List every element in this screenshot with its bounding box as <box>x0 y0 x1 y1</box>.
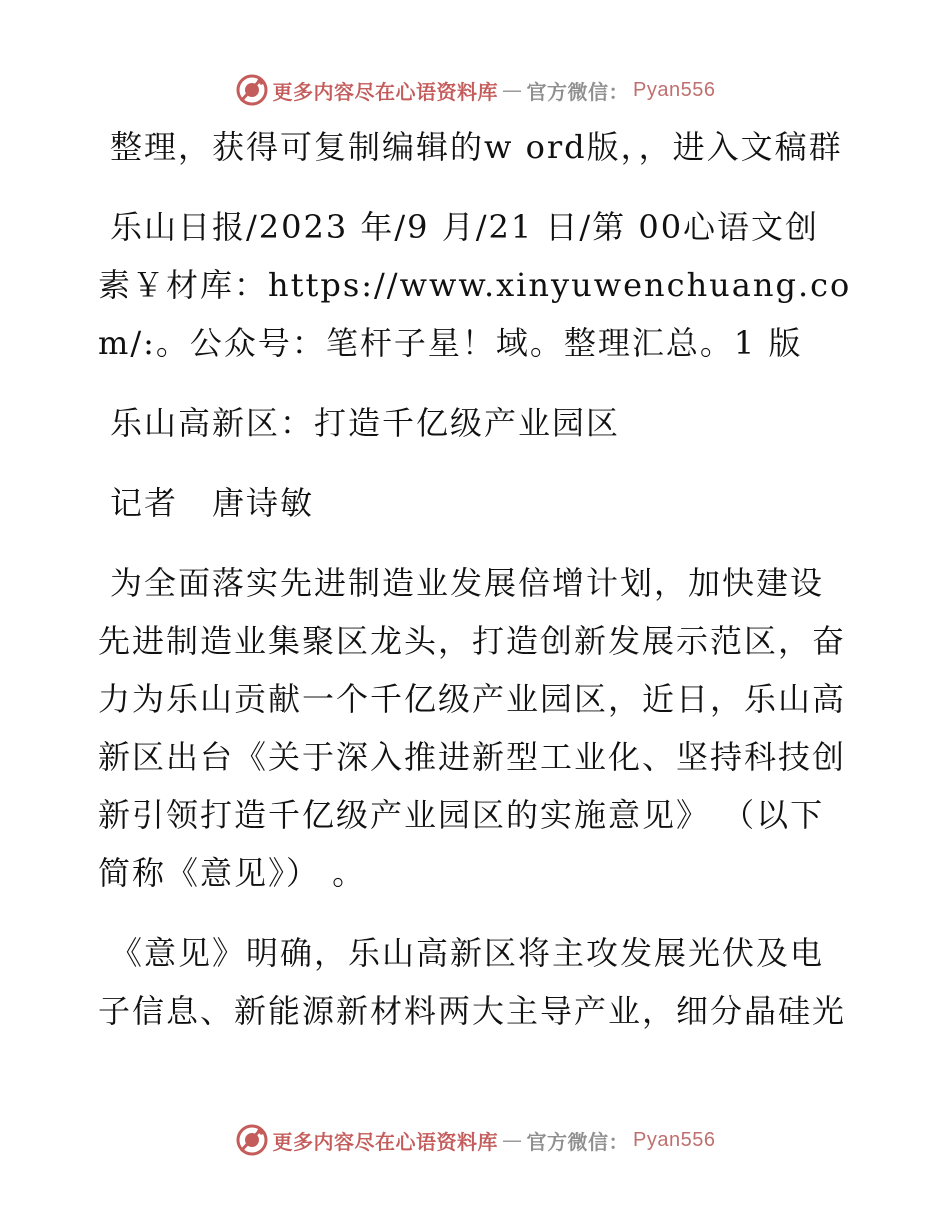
paragraph-body-1: 为全面落实先进制造业发展倍增计划，加快建设先进制造业集聚区龙头，打造创新发展示范区，奋力为乐山贡献一个千亿级产业园区，近日，乐山高新区出台《关于深入推进新型工业化、坚持科技创新引领打造千亿级产业园区的实施意见》 （以下简称《意见》） 。 <box>98 564 847 892</box>
paragraph-intro: 整理，获得可复制编辑的w ord版，，进入文稿群 <box>110 128 843 166</box>
document-body <box>98 118 853 1062</box>
watermark-header <box>0 70 950 110</box>
watermark-main-text: 更多内容尽在心语资料库 <box>272 1129 499 1154</box>
article-byline: 记者 唐诗敏 <box>110 484 315 522</box>
article-title: 乐山高新区：打造千亿级产业园区 <box>110 404 621 442</box>
paragraph-body-2: 《意见》明确，乐山高新区将主攻发展光伏及电子信息、新能源新材料两大主导产业，细分晶硅光 <box>98 934 847 1030</box>
watermark-separator: — <box>502 78 523 102</box>
pen-logo-icon <box>235 73 269 107</box>
watermark-wechat-id: Pyan556 <box>633 78 716 101</box>
paragraph-source: 乐山日报/2023 年/9 月/21 日/第 00心语文创素￥材库：https://www.xinyuwenchuang.com/:。公众号：笔杆子星！域。整理汇总。1 版 <box>98 208 852 362</box>
watermark-main-text: 更多内容尽在心语资料库 <box>272 79 499 104</box>
watermark-separator: — <box>502 1128 523 1152</box>
pen-logo-icon <box>235 1123 269 1157</box>
watermark-label: 官方微信： <box>526 1129 630 1154</box>
watermark-footer <box>0 1120 950 1160</box>
watermark-label: 官方微信： <box>526 79 630 104</box>
watermark-wechat-id: Pyan556 <box>633 1128 716 1151</box>
